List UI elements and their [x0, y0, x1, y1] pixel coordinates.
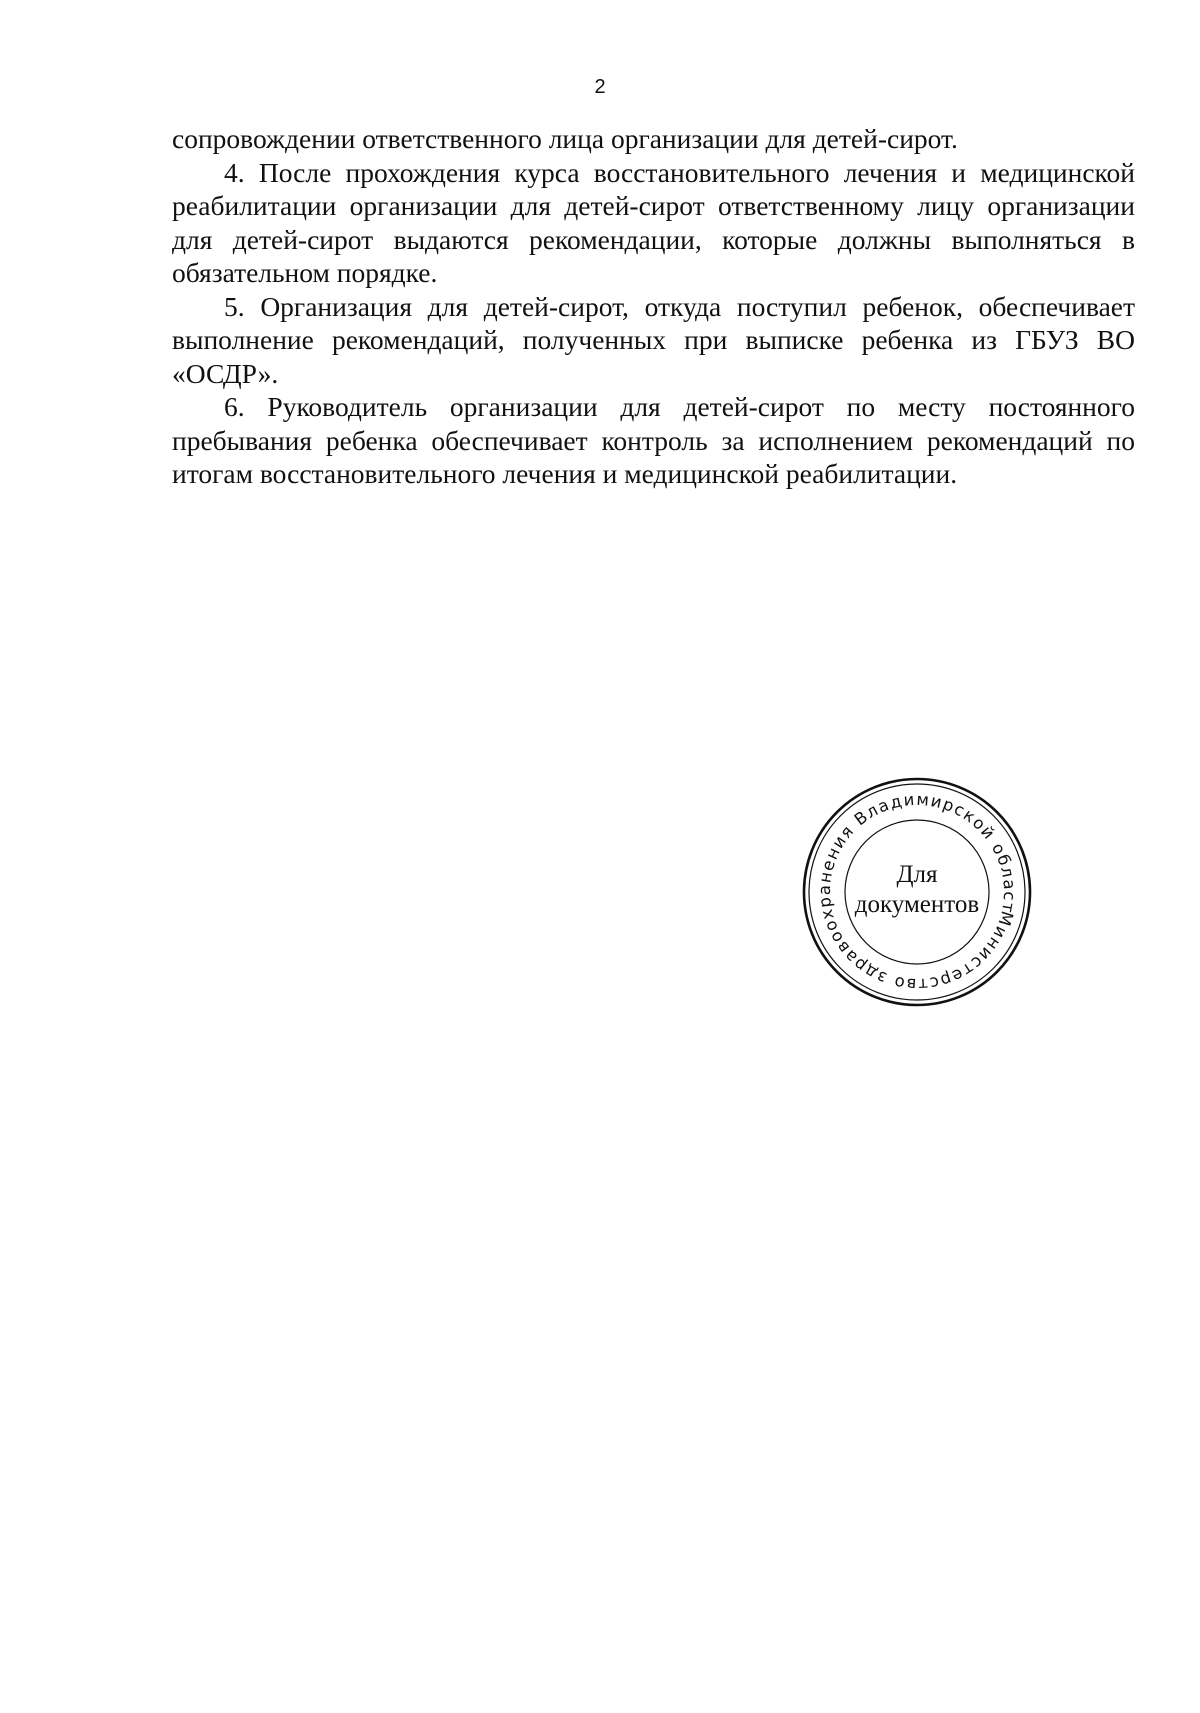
paragraph-item-4: 4. После прохождения курса восстановительного лечения и медицинской реабилитации организации для детей-сирот ответственному лицу организации для детей-сирот выдаются рекомендации, которые должны выполняться в обязательном порядке. — [172, 156, 1135, 288]
stamp-ring-textpath: Министерство здравоохранения Владимирской области — [814, 789, 1020, 995]
paragraph-item-6: 6. Руководитель организации для детей-сирот по месту постоянного пребывания ребенка обеспечивает контроль за исполнением рекомендаций по итогам восстановительного лечения и медицинской реабилитации. — [172, 391, 1135, 489]
paragraph-continuation: сопровождении ответственного лица организации для детей-сирот. — [172, 123, 958, 154]
paragraph-item-5: 5. Организация для детей-сирот, откуда поступил ребенок, обеспечивает выполнение рекомендаций, полученных при выписке ребенка из ГБУЗ ВО «ОСДР». — [172, 290, 1135, 389]
stamp-center-line1: Для — [896, 861, 938, 888]
document-body — [172, 122, 1135, 491]
stamp-center-line2: документов — [854, 891, 980, 918]
page-number: 2 — [594, 76, 606, 98]
stamp-center — [797, 772, 1037, 1012]
official-stamp — [797, 772, 1037, 1012]
